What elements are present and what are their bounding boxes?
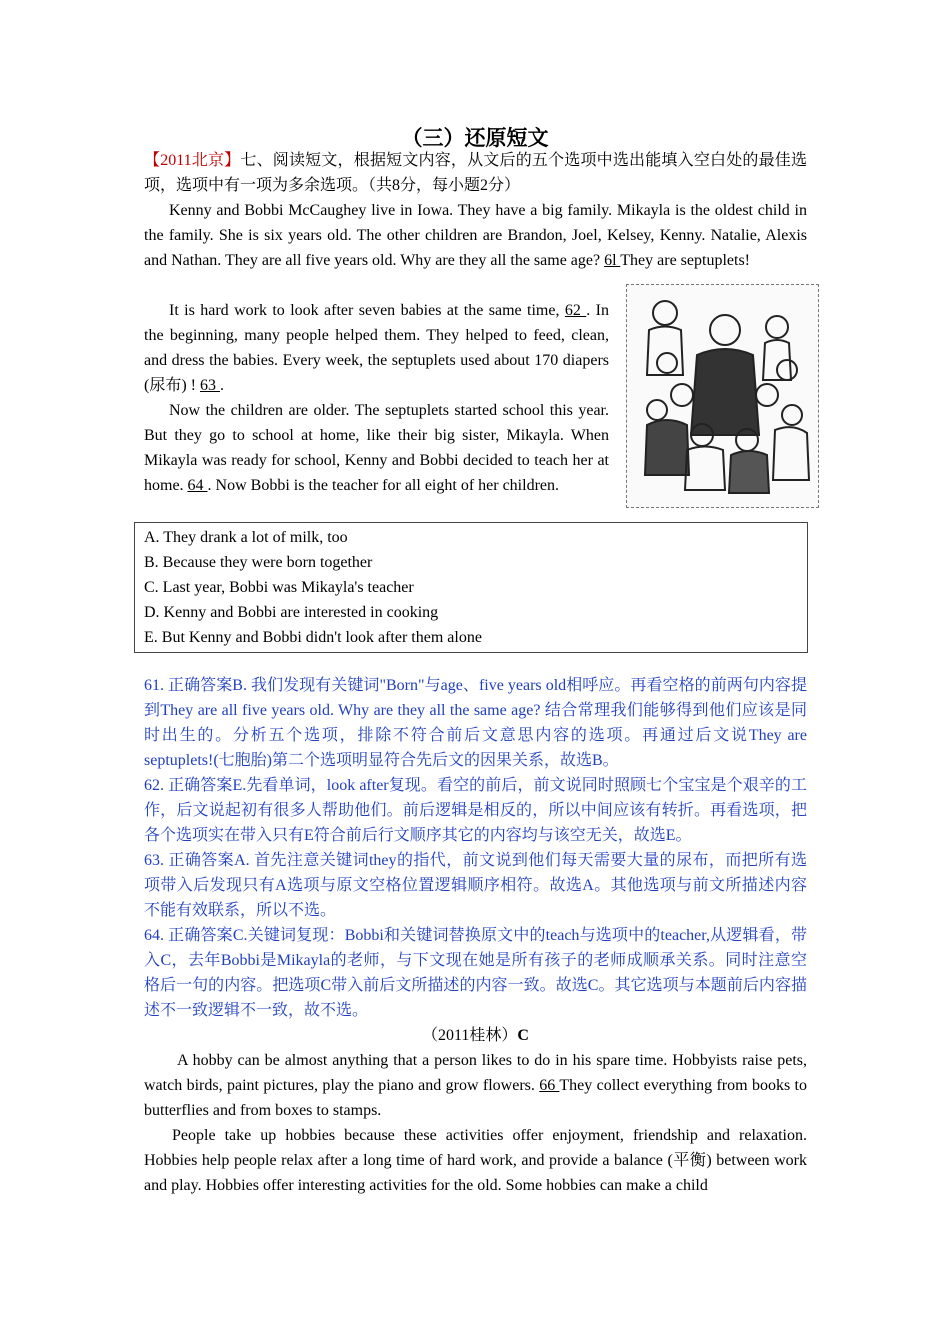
septuplets-photo	[626, 284, 819, 508]
passage1-paragraph3	[144, 398, 609, 498]
p3-pre: Now the children are older. The septuplets started school this year. But they go to school at home, like their big sister, Mikayla. When Mikayla was ready for school, Kenny and Bobbi decided to teach her at home.	[144, 402, 609, 494]
section2-letter: C	[517, 1027, 529, 1044]
s2-p1-pre: A hobby can be almost anything that a person likes to do in his spare time. Hobbyists raise pets, watch birds, paint pictures, play the piano and grow flowers.	[144, 1052, 807, 1094]
passage2-paragraph2	[144, 1123, 807, 1198]
intro-text: 七、阅读短文，根据短文内容，从文后的五个选项中选出能填入空白处的最佳选项，选项中有一项为多余选项。（共8分，每小题2分）	[144, 152, 807, 194]
answer-61	[144, 673, 807, 773]
source-tag: 【2011北京】	[144, 152, 241, 169]
passage1-paragraph1	[144, 198, 807, 273]
p2-pre: It is hard work to look after seven babies at the same time,	[169, 302, 565, 319]
option-c: C. Last year, Bobbi was Mikayla's teacher	[144, 579, 414, 596]
answer-62	[144, 773, 807, 848]
section2-source: （2011桂林）	[422, 1027, 518, 1044]
blank-64: 64	[187, 477, 208, 494]
p1-text: Kenny and Bobbi McCaughey live in Iowa. They have a big family. Mikayla is the oldest child in the family. She is six years old. The other children are Brandon, Joel, Kelsey, Kenny. Natalie, Alexis and Nathan. They are all five years old. Why are they all the same age?	[144, 202, 807, 269]
blank-62: 62	[564, 302, 587, 319]
p3-end: . Now Bobbi is the teacher for all eight of her children.	[207, 477, 559, 494]
passage1-paragraph2	[144, 298, 609, 398]
family-illustration	[627, 285, 818, 507]
passage2-paragraph1	[144, 1048, 807, 1123]
answer-61-text: 61. 正确答案B. 我们发现有关键词"Born"与age、five years old相呼应。再看空格的前两句内容提到They are all five years old. Why are they all the same age? 结合常理我们能够得到他们应该是同时出生的。分析五个选项，排除不符合前后文意思内容的选项。再通过后文说They are septuplets!(七胞胎)第二个选项明显符合先后文的因果关系，故选B。	[144, 677, 807, 769]
s2-p2-text: People take up hobbies because these activities offer enjoyment, friendship and relaxation. Hobbies help people relax after a long time of hard work, and provide a balance (平衡) between work and play. Hobbies offer interesting activities for the old. Some hobbies can make a child	[144, 1127, 807, 1194]
answer-62-text: 62. 正确答案E.先看单词，look after复现。看空的前后，前文说同时照顾七个宝宝是个艰辛的工作，后文说起初有很多人帮助他们。前后逻辑是相反的，所以中间应该有转折。再看选项，把各个选项实在带入只有E符合前后行文顺序其它的内容均与该空无关，故选E。	[144, 777, 807, 844]
answer-63	[144, 848, 807, 923]
option-d: D. Kenny and Bobbi are interested in cooking	[144, 604, 439, 621]
options-box	[134, 522, 808, 653]
option-e: E. But Kenny and Bobbi didn't look after them alone	[144, 629, 482, 646]
section2-heading	[144, 1023, 807, 1048]
answer-64-text: 64. 正确答案C.关键词复现：Bobbi和关键词替换原文中的teach与选项中的teacher,从逻辑看，带入C，去年Bobbi是Mikayla的老师，与下文现在她是所有孩子的老师成顺承关系。同时注意空格后一句的内容。把选项C带入前后文所描述的内容一致。故选C。其它选项与本题前后内容描述不一致逻辑不一致，故不选。	[144, 927, 807, 1019]
p2-end: .	[220, 377, 224, 394]
option-a: A. They drank a lot of milk, too	[144, 529, 348, 546]
intro-paragraph	[144, 148, 807, 198]
answer-63-text: 63. 正确答案A. 首先注意关键词they的指代，前文说到他们每天需要大量的尿布，而把所有选项带入后发现只有A选项与原文空格位置逻辑顺序相符。故选A。其他选项与前文所描述内容不能有效联系，所以不选。	[144, 852, 807, 919]
blank-66: 66	[539, 1077, 560, 1094]
page-title: （三）还原短文	[401, 126, 549, 150]
p2-mid: . In the beginning, many people helped them. They helped to feed, clean, and dress the babies. Every week, the septuplets used about 170 diapers (尿布) !	[144, 302, 610, 394]
option-b: B. Because they were born together	[144, 554, 373, 571]
blank-63: 63	[200, 377, 220, 394]
answer-64	[144, 923, 807, 1023]
s2-p1-end: They collect everything from books to butterflies and from boxes to stamps.	[144, 1077, 807, 1119]
p1-tail: They are septuplets!	[620, 252, 750, 269]
blank-61: 6l	[604, 252, 621, 269]
